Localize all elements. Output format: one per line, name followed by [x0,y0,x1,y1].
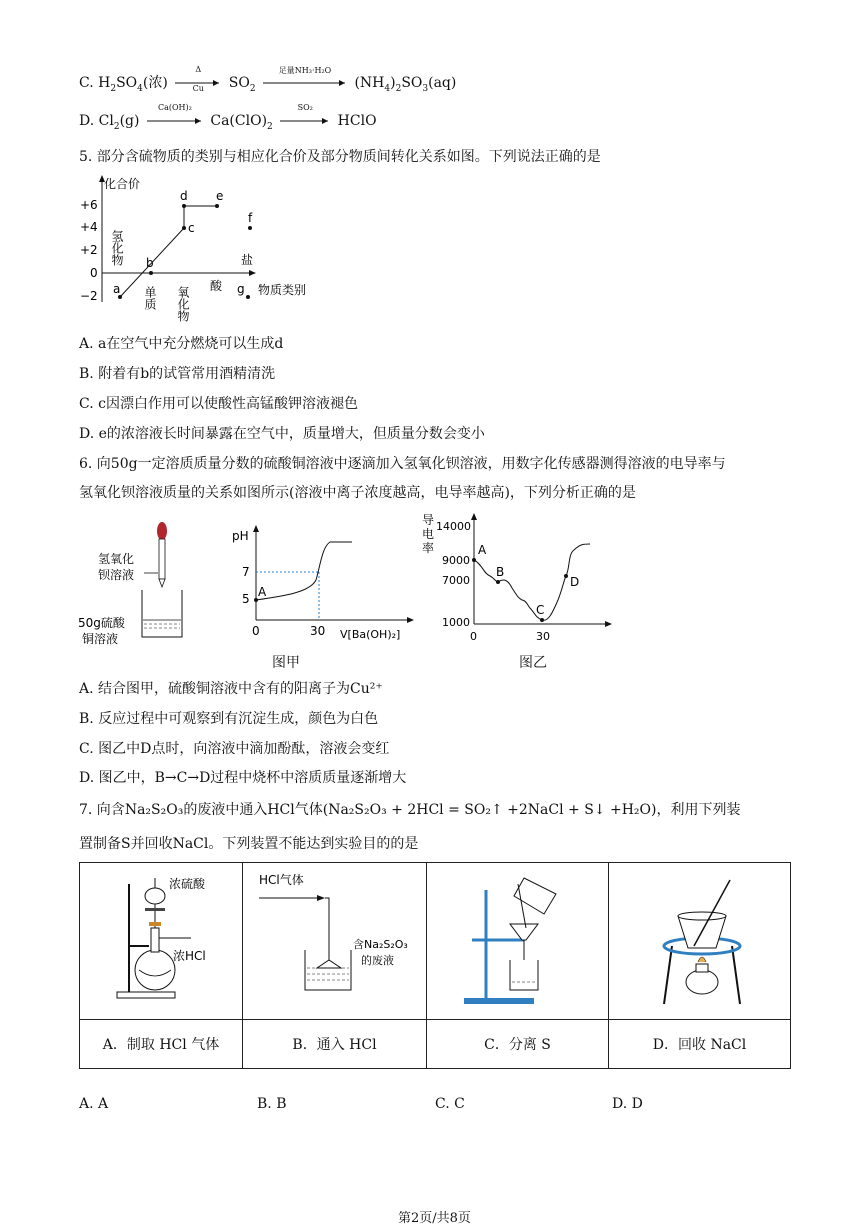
q7-choice-b: B. B [257,1096,287,1112]
apparatus-c-cell [427,863,609,1020]
q4-option-d: D. $Cl_2(g)$ Ca(OH)₂ $Ca(ClO)_2$ SO₂ HClO [79,103,377,132]
figure-jia-ph-chart [230,522,420,640]
q5-option-d: D. e的浓溶液长时间暴露在空气中，质量增大，但质量分数会变小 [79,426,485,442]
reaction-arrow: Ca(OH)₂ [147,113,203,129]
svg-text:浓HCl: 浓HCl [173,949,206,963]
q5-stem: 5. 部分含硫物质的类别与相应化合价及部分物质间转化关系如图。下列说法正确的是 [79,149,601,165]
y-axis-label: 率 [422,541,435,555]
x-tick: 30 [536,630,550,643]
apparatus-c-filtration [428,864,608,1014]
svg-text:氢氧化: 氢氧化 [98,552,135,566]
category-label-hydride: 氢化物 [110,230,124,266]
dropper-tube [159,539,165,579]
q6-option-c: C. 图乙中D点时，向溶液中滴加酚酞，溶液会变红 [79,741,390,757]
q6-option-d: D. 图乙中，B→C→D过程中烧杯中溶质质量逐渐增大 [79,770,407,786]
point-label-c: C [536,603,545,617]
q4-option-c: C. $H_2SO_4$(浓) Δ Cu $SO_2$ 足量NH₃·H₂O $(NH_4)_2SO_3(aq)$ [79,65,457,94]
apparatus-b-gas-inlet [245,864,425,1014]
point-label-a: A [258,585,267,599]
point-label-f: f [248,211,253,225]
y-tick: 7000 [442,574,470,587]
reaction-arrow: SO₂ [280,113,330,129]
arrow-icon [147,117,203,125]
x-tick: 0 [470,630,477,643]
q7-choice-c: C. C [435,1096,465,1112]
y-tick: +2 [80,243,98,257]
dropper-beaker-apparatus [78,515,188,650]
svg-text:钡溶液: 钡溶液 [98,568,135,582]
q5-option-a: A. a在空气中充分燃烧可以生成d [79,336,284,352]
q7-stem-line2: 置制备S并回收NaCl。下列装置不能达到实验目的的是 [79,836,419,852]
caption-b: B．通入 HCl [243,1020,427,1069]
arrow-icon [280,117,330,125]
y-tick: −2 [80,289,98,303]
apparatus-a-hcl-generator [81,864,241,1014]
reaction-arrow: Δ Cu [175,75,221,91]
figure-yi-caption: 图乙 [519,655,547,671]
point-b [149,271,153,275]
q7-stem-line1: 7. 向含Na₂S₂O₃的废液中通入HCl气体(Na₂S₂O₃ + 2HCl = SO₂↑ +2NaCl + S↓ +H₂O)，利用下列装 [79,802,741,818]
category-label-oxide: 氧化物 [176,286,190,322]
sulfur-valence-chart [80,172,330,332]
y-tick: 7 [242,565,250,579]
y-tick: +6 [80,198,98,212]
q6-stem-line1: 6. 向50g一定溶质质量分数的硫酸铜溶液中逐滴加入氢氧化钡溶液，用数字化传感器测得溶液的电导率与 [79,456,726,472]
svg-text:铜溶液: 铜溶液 [82,632,119,646]
y-axis-label: 电 [422,527,435,541]
y-tick: 5 [242,592,250,606]
point-f [248,226,252,230]
point-label-g: g [237,282,245,296]
svg-text:的废液: 的废液 [360,954,394,967]
q7-choice-d: D. D [612,1096,643,1112]
x-tick: 0 [252,624,260,638]
figure-yi-conductivity-chart [418,510,618,646]
y-axis-label: 导 [422,513,435,527]
svg-text:浓硫酸: 浓硫酸 [169,877,206,891]
svg-text:50g硫酸: 50g硫酸 [78,616,125,630]
y-axis-label: 化合价 [104,177,141,191]
svg-text:含Na₂S₂O₃: 含Na₂S₂O₃ [352,938,408,951]
q7-choice-a: A. A [79,1096,109,1112]
point-label-e: e [216,189,224,203]
category-label-element: 单质 [143,286,157,310]
point-label-b: b [146,256,154,270]
ph-curve [256,542,352,600]
y-tick: 9000 [442,554,470,567]
apparatus-b-cell [243,863,427,1020]
apparatus-table [79,862,791,1069]
reaction-arrow: 足量NH₃·H₂O [263,75,347,91]
caption-d: D．回收 NaCl [609,1020,791,1069]
dropper-bulb [157,522,167,540]
svg-text:HCl气体: HCl气体 [258,873,304,887]
page-footer: 第2页/共8页 [398,1211,471,1226]
point-label-c: c [188,221,195,235]
figure-jia-caption: 图甲 [272,655,300,671]
x-axis-arrow [249,270,256,276]
y-tick: +4 [80,220,98,234]
y-tick: 14000 [436,520,471,533]
point-label-d: D [570,575,580,589]
q6-option-a: A. 结合图甲，硫酸铜溶液中含有的阳离子为Cu²⁺ [79,681,383,697]
caption-c: C．分离 S [427,1020,609,1069]
point-g [246,295,250,299]
x-tick: 30 [310,624,326,638]
y-tick: 1000 [442,616,470,629]
apparatus-a-cell [80,863,243,1020]
q6-option-b: B. 反应过程中可观察到有沉淀生成，颜色为白色 [79,711,379,727]
q6-stem-line2: 氢氧化钡溶液质量的关系如图所示(溶液中离子浓度越高，电导率越高)，下列分析正确的是 [79,485,636,501]
point-label-a: A [478,543,487,557]
point-label-b: B [496,565,505,579]
y-tick: 0 [90,266,98,280]
category-label-salt: 盐 [241,253,254,267]
q5-option-b: B. 附着有b的试管常用酒精清洗 [79,366,276,382]
x-axis-label: V[Ba(OH)₂] [340,628,401,640]
caption-a: A．制取 HCl 气体 [80,1020,243,1069]
apparatus-d-cell [609,863,791,1020]
category-label-acid: 酸 [210,279,223,293]
arrow-icon [263,79,347,87]
point-label-a: a [113,282,121,296]
apparatus-d-evaporation [610,864,790,1014]
point-label-d: d [180,189,188,203]
x-axis-label: 物质类别 [258,283,307,297]
y-axis-label: pH [232,529,249,543]
q5-option-c: C. c因漂白作用可以使酸性高锰酸钾溶液褪色 [79,396,358,412]
